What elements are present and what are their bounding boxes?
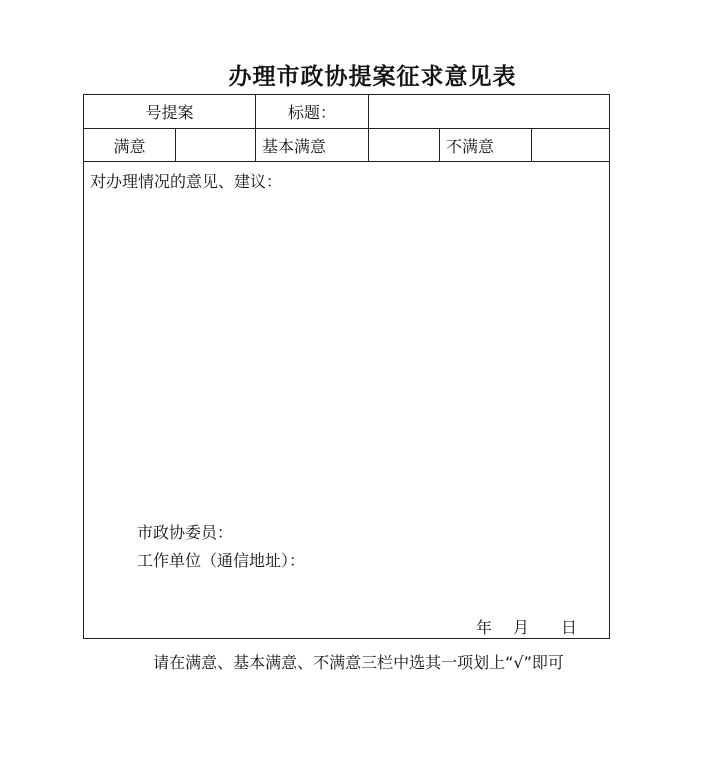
satisfied-label: 满意 — [84, 129, 176, 161]
date-month-label: 月 — [513, 618, 530, 637]
header-row — [84, 95, 609, 129]
unsatisfied-checkbox-cell[interactable] — [532, 129, 611, 161]
proposal-number-label: 号提案 — [84, 95, 256, 128]
title-input-cell[interactable] — [369, 95, 611, 128]
feedback-form-table — [83, 94, 610, 639]
date-day-label: 日 — [561, 618, 578, 637]
basically-satisfied-label: 基本满意 — [256, 129, 369, 161]
satisfied-checkbox-cell[interactable] — [176, 129, 256, 161]
form-title: 办理市政协提案征求意见表 — [228, 64, 517, 90]
footer-instruction: 请在满意、基本满意、不满意三栏中选其一项划上“√”即可 — [153, 653, 564, 672]
unsatisfied-label: 不满意 — [440, 129, 532, 161]
member-label: 市政协委员： — [137, 523, 234, 542]
satisfaction-row — [84, 129, 609, 162]
date-year-label: 年 — [476, 618, 493, 637]
basically-satisfied-checkbox-cell[interactable] — [369, 129, 440, 161]
work-unit-label: 工作单位（通信地址）： — [137, 551, 306, 570]
opinion-label: 对办理情况的意见、建议： — [90, 172, 283, 191]
title-label: 标题： — [256, 95, 369, 128]
